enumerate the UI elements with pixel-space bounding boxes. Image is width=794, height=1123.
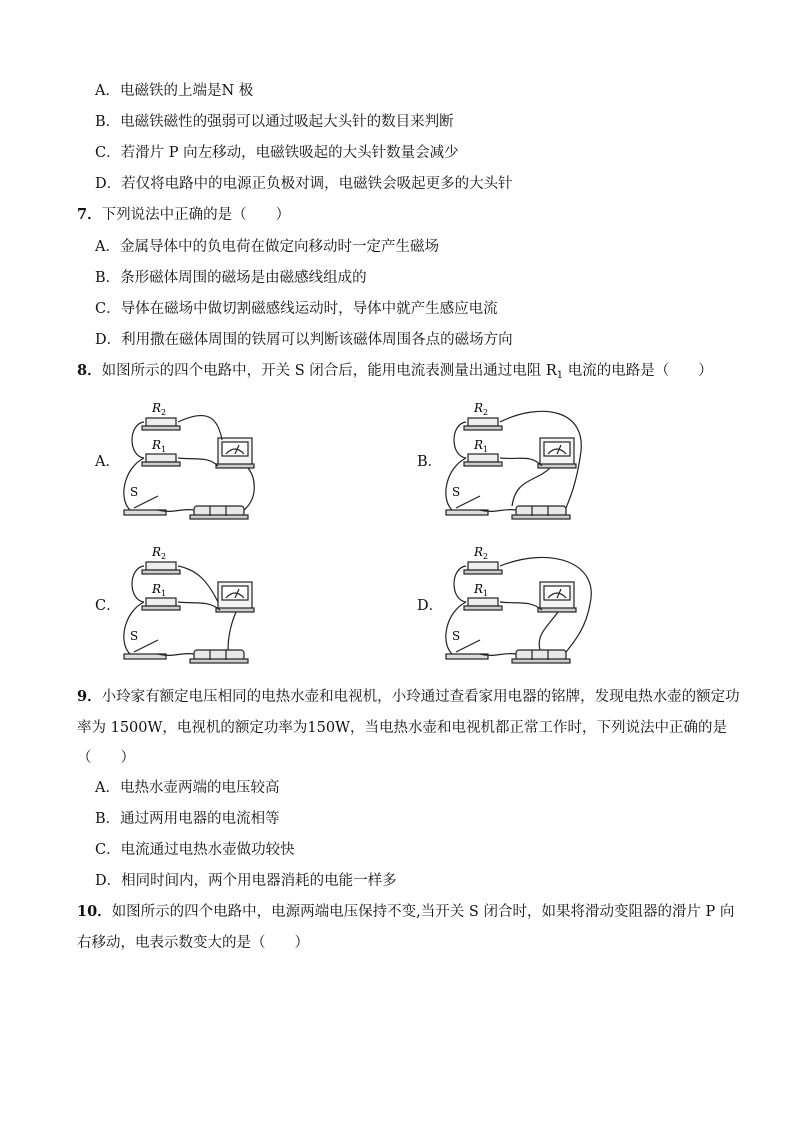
svg-text:S: S: [130, 629, 139, 643]
q10-stem-line1: 10．如图所示的四个电路中，电源两端电压保持不变,当开关 S 闭合时，如果将滑动变阻器的滑片 P 向: [77, 903, 735, 920]
circuit-c-diagram: [118, 542, 268, 670]
q7-option-d: D．利用撒在磁体周围的铁屑可以判断该磁体周围各点的磁场方向: [95, 332, 513, 348]
svg-text:R2: $R_2$: [474, 401, 489, 417]
q9-option-a: A．电热水壶两端的电压较高: [95, 780, 280, 796]
q9-stem-line2: 率为 1500W，电视机的额定功率为150W，当电热水壶和电视机都正常工作时，下列说法中正确的是: [77, 720, 727, 736]
r1-label: $R_1$: [152, 438, 167, 454]
q7-stem: 7．下列说法中正确的是（ ）: [77, 206, 291, 223]
q6-option-a: A．电磁铁的上端是N 极: [95, 83, 254, 99]
svg-text:S: S: [452, 485, 461, 499]
circuit-a-label: A．: [95, 454, 120, 470]
svg-text:R2: $R_2$: [152, 545, 167, 561]
svg-text:R2: $R_2$: [474, 545, 489, 561]
circuit-d-label: D．: [417, 598, 444, 614]
q9-stem-line1: 9．小玲家有额定电压相同的电热水壶和电视机，小玲通过查看家用电器的铭牌，发现电热水壶的额定功: [77, 688, 740, 705]
q6-option-b: B．电磁铁磁性的强弱可以通过吸起大头针的数目来判断: [95, 114, 454, 130]
svg-text:S: S: [452, 629, 461, 643]
q7-option-a: A．金属导体中的负电荷在做定向移动时一定产生磁场: [95, 239, 439, 255]
svg-text:R1: $R_1$: [474, 438, 489, 454]
circuit-b-diagram: [440, 398, 595, 526]
circuit-c-label: C．: [95, 598, 121, 614]
q8-stem: 8．如图所示的四个电路中，开关 S 闭合后，能用电流表测量出通过电阻 $R_1$ 电流的电路是（ ）: [77, 362, 713, 381]
q9-option-b: B．通过两用电器的电流相等: [95, 811, 280, 827]
q6-option-c: C．若滑片 P 向左移动，电磁铁吸起的大头针数量会减少: [95, 145, 459, 161]
r2-label: $R_2$: [152, 401, 167, 417]
resistor-r2: [146, 418, 176, 426]
circuit-b-label: B．: [417, 454, 443, 470]
resistor-r1: [146, 454, 176, 462]
svg-text:R1: $R_1$: [474, 582, 489, 598]
q10-stem-line2: 右移动，电表示数变大的是（ ）: [77, 935, 309, 951]
q7-option-c: C．导体在磁场中做切割磁感线运动时，导体中就产生感应电流: [95, 301, 498, 317]
q7-option-b: B．条形磁体周围的磁场是由磁感线组成的: [95, 270, 367, 286]
circuit-d-diagram: [440, 542, 600, 670]
q6-option-d: D．若仅将电路中的电源正负极对调，电磁铁会吸起更多的大头针: [95, 176, 513, 192]
q9-option-d: D．相同时间内，两个用电器消耗的电能一样多: [95, 873, 397, 889]
circuit-a-diagram: [118, 398, 268, 526]
switch-label: S: [130, 485, 139, 499]
q9-stem-line3: （ ）: [77, 750, 135, 766]
svg-text:R1: $R_1$: [152, 582, 167, 598]
q9-option-c: C．电流通过电热水壶做功较快: [95, 842, 295, 858]
